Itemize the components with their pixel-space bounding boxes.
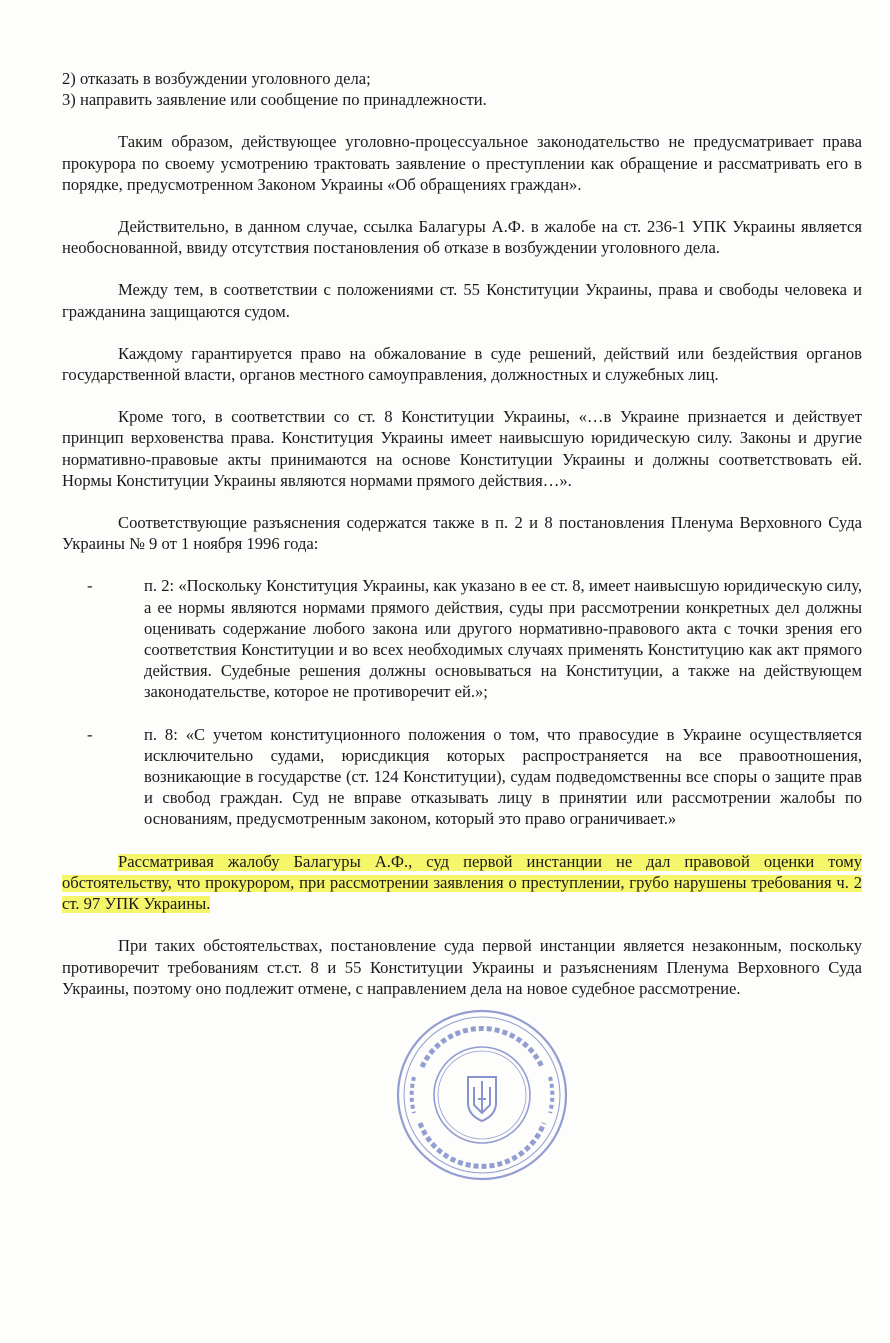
paragraph-reference: Действительно, в данном случае, ссылка Балагуры А.Ф. в жалобе на ст. 236-1 УПК Украины является необоснованной, ввиду отсутствия постановления об отказе в возбуждении уголовного дела. [62,217,862,258]
court-stamp [392,1005,572,1185]
coat-of-arms-icon [468,1077,496,1121]
bullet-dash: - [87,724,93,744]
paragraph-article-8: Кроме того, в соответствии со ст. 8 Конституции Украины, «…в Украине признается и действует принцип верховенства права. Конституция Украины имеет наивысшую юридическую силу. Законы и другие нормативно-правовые акты принимаются на основе Конституции Украины и должны соответствовать ей. Нормы Конституции Украины являются нормами прямого действия…». [62,407,862,490]
paragraph-plenum: Соответствующие разъяснения содержатся также в п. 2 и 8 постановления Пленума Верховного Суда Украины № 9 от 1 ноября 1996 года: [62,513,862,554]
paragraph-final: При таких обстоятельствах, постановление суда первой инстанции является незаконным, поскольку противоречит требованиям ст.ст. 8 и 55 Конституции Украины и разъяснениям Пленума Верховного Суда Украины, поэтому оно подлежит отмене, с направлением дела на новое судебное рассмотрение. [62,936,862,998]
bullet-text: п. 8: «С учетом конституционного положения о том, что правосудие в Украине осуществляется исключительно судами, юрисдикция которых распространяется на все правоотношения, возникающие в государстве (ст. 124 Конституции), судам подведомственны все споры о защите прав и свобод граждан. Суд не вправе отказывать лицу в принятии или рассмотрении жалобы по основаниям, предусмотренным законом, который это право ограничивает.» [144,724,862,829]
paragraph-conclusion: Таким образом, действующее уголовно-процессуальное законодательство не предусматривает права прокурора по своему усмотрению трактовать заявление о преступлении как обращение и рассматривать его в порядке, предусмотренном Законом Украины «Об обращениях граждан». [62,132,862,194]
bullet-item-p8 [62,724,862,830]
highlight-marker: Рассматривая жалобу Балагуры А.Ф., суд первой инстанции не дал правовой оценки тому обстоятельству, что прокурором, при рассмотрении заявления о преступлении, грубо нарушены требования ч. 2 ст. 97 УПК Украины. [62,851,862,914]
paragraph-article-55: Между тем, в соответствии с положениями ст. 55 Конституции Украины, права и свободы человека и гражданина защищаются судом. [62,280,862,321]
bullet-dash: - [87,576,93,596]
highlighted-paragraph [54,851,862,915]
bullet-text: п. 2: «Поскольку Конституция Украины, как указано в ее ст. 8, имеет наивысшую юридическую силу, а ее нормы являются нормами прямого действия, суды при рассмотрении конкретных дел должны оценивать содержание любого закона или другого нормативно-правового акта с точки зрения его соответствия Конституции и во всех необходимых случаях применять Конституцию как акт прямого действия. Судебные решения должны основываться на Конституции, а также на действующем законодательстве, которое не противоречит ей.»; [144,576,862,702]
list-item-refuse: 2) отказать в возбуждении уголовного дела; [62,69,371,88]
paragraph-appeal-right: Каждому гарантируется право на обжалование в суде решений, действий или бездействия органов государственной власти, органов местного самоуправления, должностных и служебных лиц. [62,343,862,385]
bullet-item-p2 [62,575,862,702]
list-item-redirect: 3) направить заявление или сообщение по принадлежности. [62,90,487,110]
document-body [62,68,862,1020]
